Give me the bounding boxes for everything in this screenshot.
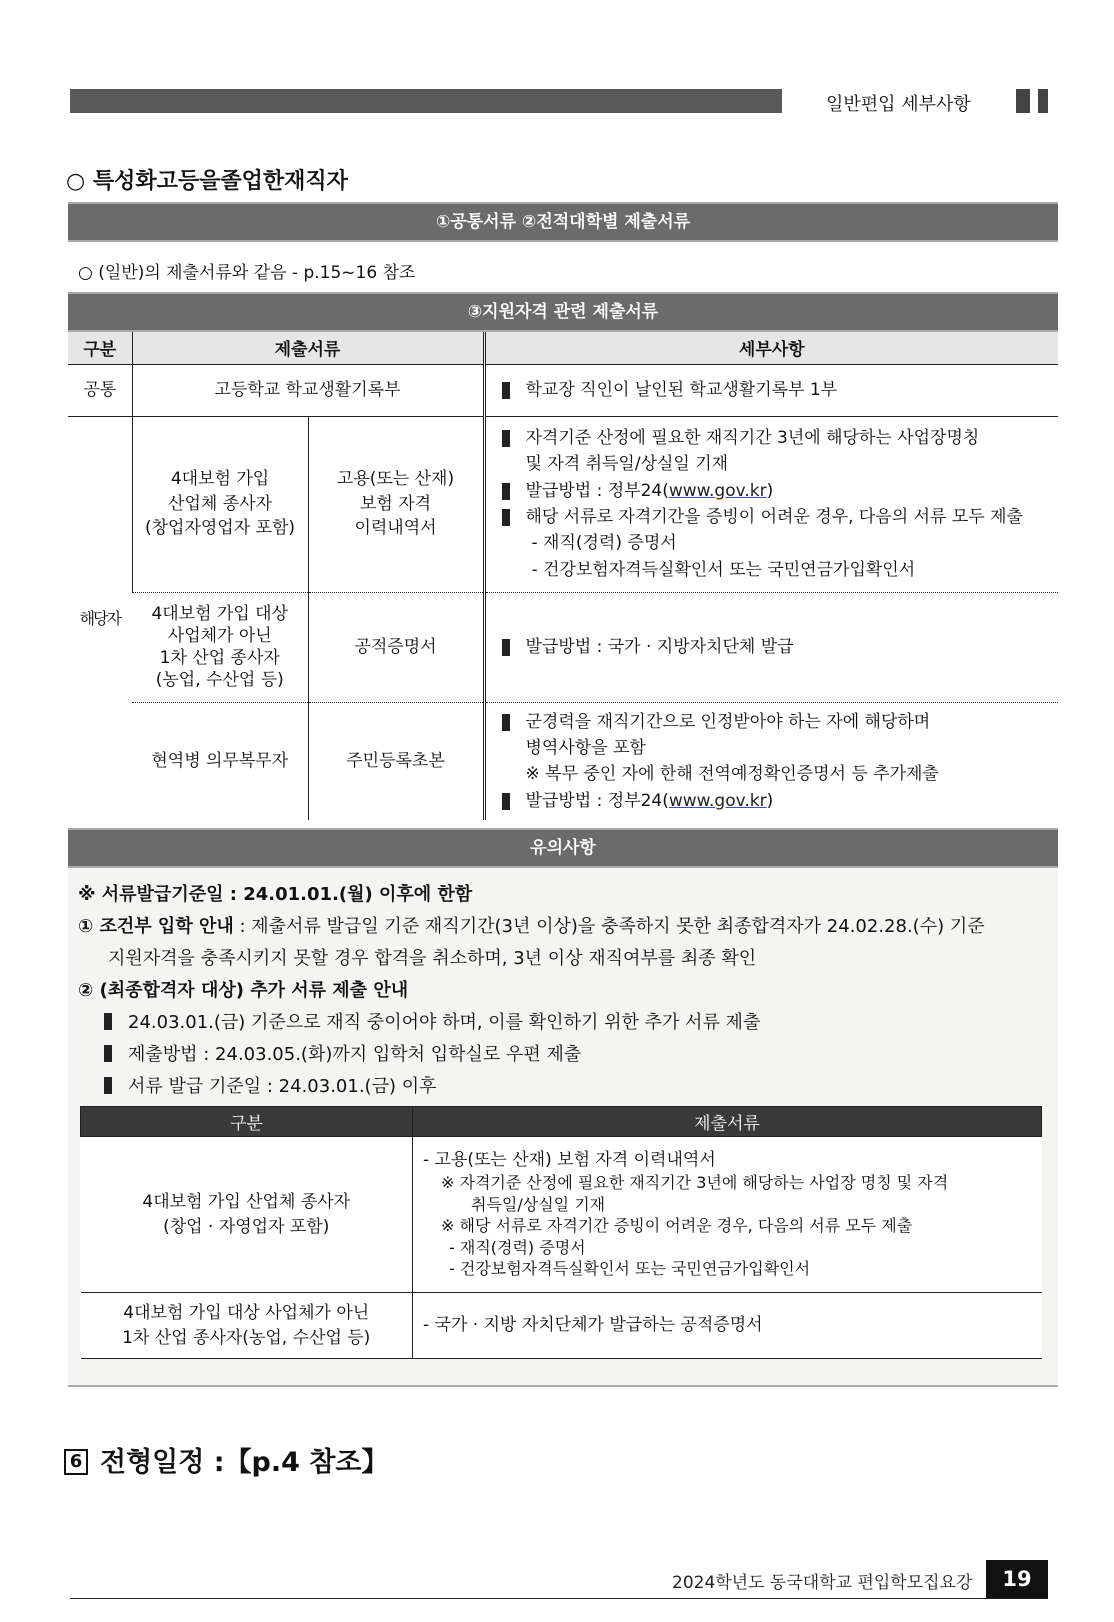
row1-detail: 자격기준 산정에 필요한 재직기간 3년에 해당하는 사업장명칭 및 자격 취득일/상실일 기재 발급방법 : 정부24(www.gov.kr) 해당 서류로 자격기간을 증빙이 어려운 경우, 다음의 서류 모두 제출 - 재직(경력) 증명서 - 건강보험자격득실확인서 또는 국민연금가입확인서 (484, 416, 1058, 592)
applicant-label: 해당자 (79, 608, 120, 628)
row3-doc: 주민등록초본 (308, 702, 484, 820)
notice-bar: 유의사항 (68, 830, 1058, 866)
notice-line-additional: ② (최종합격자 대상) 추가 서류 제출 안내 (78, 980, 409, 1001)
notice-bullet: 24.03.01.(금) 기준으로 재직 중이어야 하며, 이를 확인하기 위한 추가 서류 제출 (104, 1008, 760, 1034)
row2-detail: 발급방법 : 국가 · 지방자치단체 발급 (484, 592, 1058, 702)
t2-row1-detail: - 고용(또는 산재) 보험 자격 이력내역서 ※ 자격기준 산정에 필요한 재직기간 3년에 해당하는 사업장 명칭 및 자격 취득일/상실일 기재 ※ 해당 서류로 자격기간 증빙이 어려운 경우, 다음의 서류 모두 제출 - 재직(경력) 증명서 - 건강보험자격득실확인서 또는 국민연금가입확인서 (413, 1137, 1042, 1293)
footer-text: 2024학년도 동국대학교 편입학모집요강 (672, 1573, 973, 1593)
row3-type: 현역병 의무복무자 (151, 750, 289, 771)
qualification-docs-table (68, 332, 1058, 820)
gov-link[interactable]: www.gov.kr (668, 480, 767, 501)
page-number: 19 (986, 1560, 1048, 1598)
section-title: ○ 특성화고등을졸업한재직자 (66, 169, 348, 194)
section6-title: 6 전형일정 :【p.4 참조】 (64, 1440, 388, 1479)
header-title: 일반편입 세부사항 (826, 94, 971, 115)
header-bar (70, 89, 782, 113)
header-mark (1038, 89, 1048, 113)
footer-line (70, 1598, 1048, 1599)
row2-doc: 공적증명서 (308, 592, 484, 702)
t2-row1-type: 4대보험 가입 산업체 종사자 (창업 · 자영업자 포함) (81, 1137, 413, 1293)
row1-doc: 고용(또는 산재) 보험 자격 이력내역서 (308, 416, 484, 592)
col-header-category: 구분 (68, 332, 132, 364)
t2-header-documents: 제출서류 (413, 1107, 1042, 1137)
row1-type: 4대보험 가입 산업체 종사자 (창업자영업자 포함) (132, 416, 308, 592)
col-header-details: 세부사항 (484, 332, 1058, 364)
common-label: 공통 (68, 364, 132, 416)
col-header-documents: 제출서류 (132, 332, 484, 364)
gov-link[interactable]: www.gov.kr (668, 790, 767, 811)
common-docs-bar: ①공통서류 ②전적대학별 제출서류 (68, 204, 1058, 240)
notice-line-conditional-cont: 지원자격을 충족시키지 못할 경우 합격을 취소하며, 3년 이상 재직여부를 최종 확인 (108, 948, 757, 969)
notice-line-date: ※ 서류발급기준일 : 24.01.01.(월) 이후에 한함 (78, 884, 473, 905)
notice-line-conditional: ① 조건부 입학 안내 : 제출서류 발급일 기준 재직기간(3년 이상)을 충족하지 못한 최종합격자가 24.02.28.(수) 기준 (78, 916, 985, 937)
common-detail: 학교장 직인이 날인된 학교생활기록부 1부 (484, 364, 1058, 416)
common-docs-note: ○ (일반)의 제출서류와 같음 - p.15~16 참조 (78, 263, 416, 283)
row2-type: 4대보험 가입 대상 사업체가 아닌 1차 산업 종사자 (농업, 수산업 등) (132, 592, 308, 702)
row3-detail: 군경력을 재직기간으로 인정받아야 하는 자에 해당하며 병역사항을 포함 ※ 복무 중인 자에 한해 전역예정확인증명서 등 추가제출 발급방법 : 정부24(www.gov.kr) (484, 702, 1058, 820)
t2-header-category: 구분 (81, 1107, 413, 1137)
common-doc: 고등학교 학교생활기록부 (132, 364, 484, 416)
t2-row2-detail: - 국가 · 지방 자치단체가 발급하는 공적증명서 (413, 1293, 1042, 1359)
section-number: 6 (64, 1449, 88, 1475)
notice-bullet: 제출방법 : 24.03.05.(화)까지 입학처 입학실로 우편 제출 (104, 1040, 581, 1066)
notice-bullet: 서류 발급 기준일 : 24.03.01.(금) 이후 (104, 1072, 436, 1098)
qualification-docs-bar: ③지원자격 관련 제출서류 (68, 294, 1058, 330)
header-mark (1016, 89, 1030, 113)
additional-docs-table (80, 1106, 1042, 1359)
t2-row2-type: 4대보험 가입 대상 사업체가 아닌 1차 산업 종사자(농업, 수산업 등) (81, 1293, 413, 1359)
